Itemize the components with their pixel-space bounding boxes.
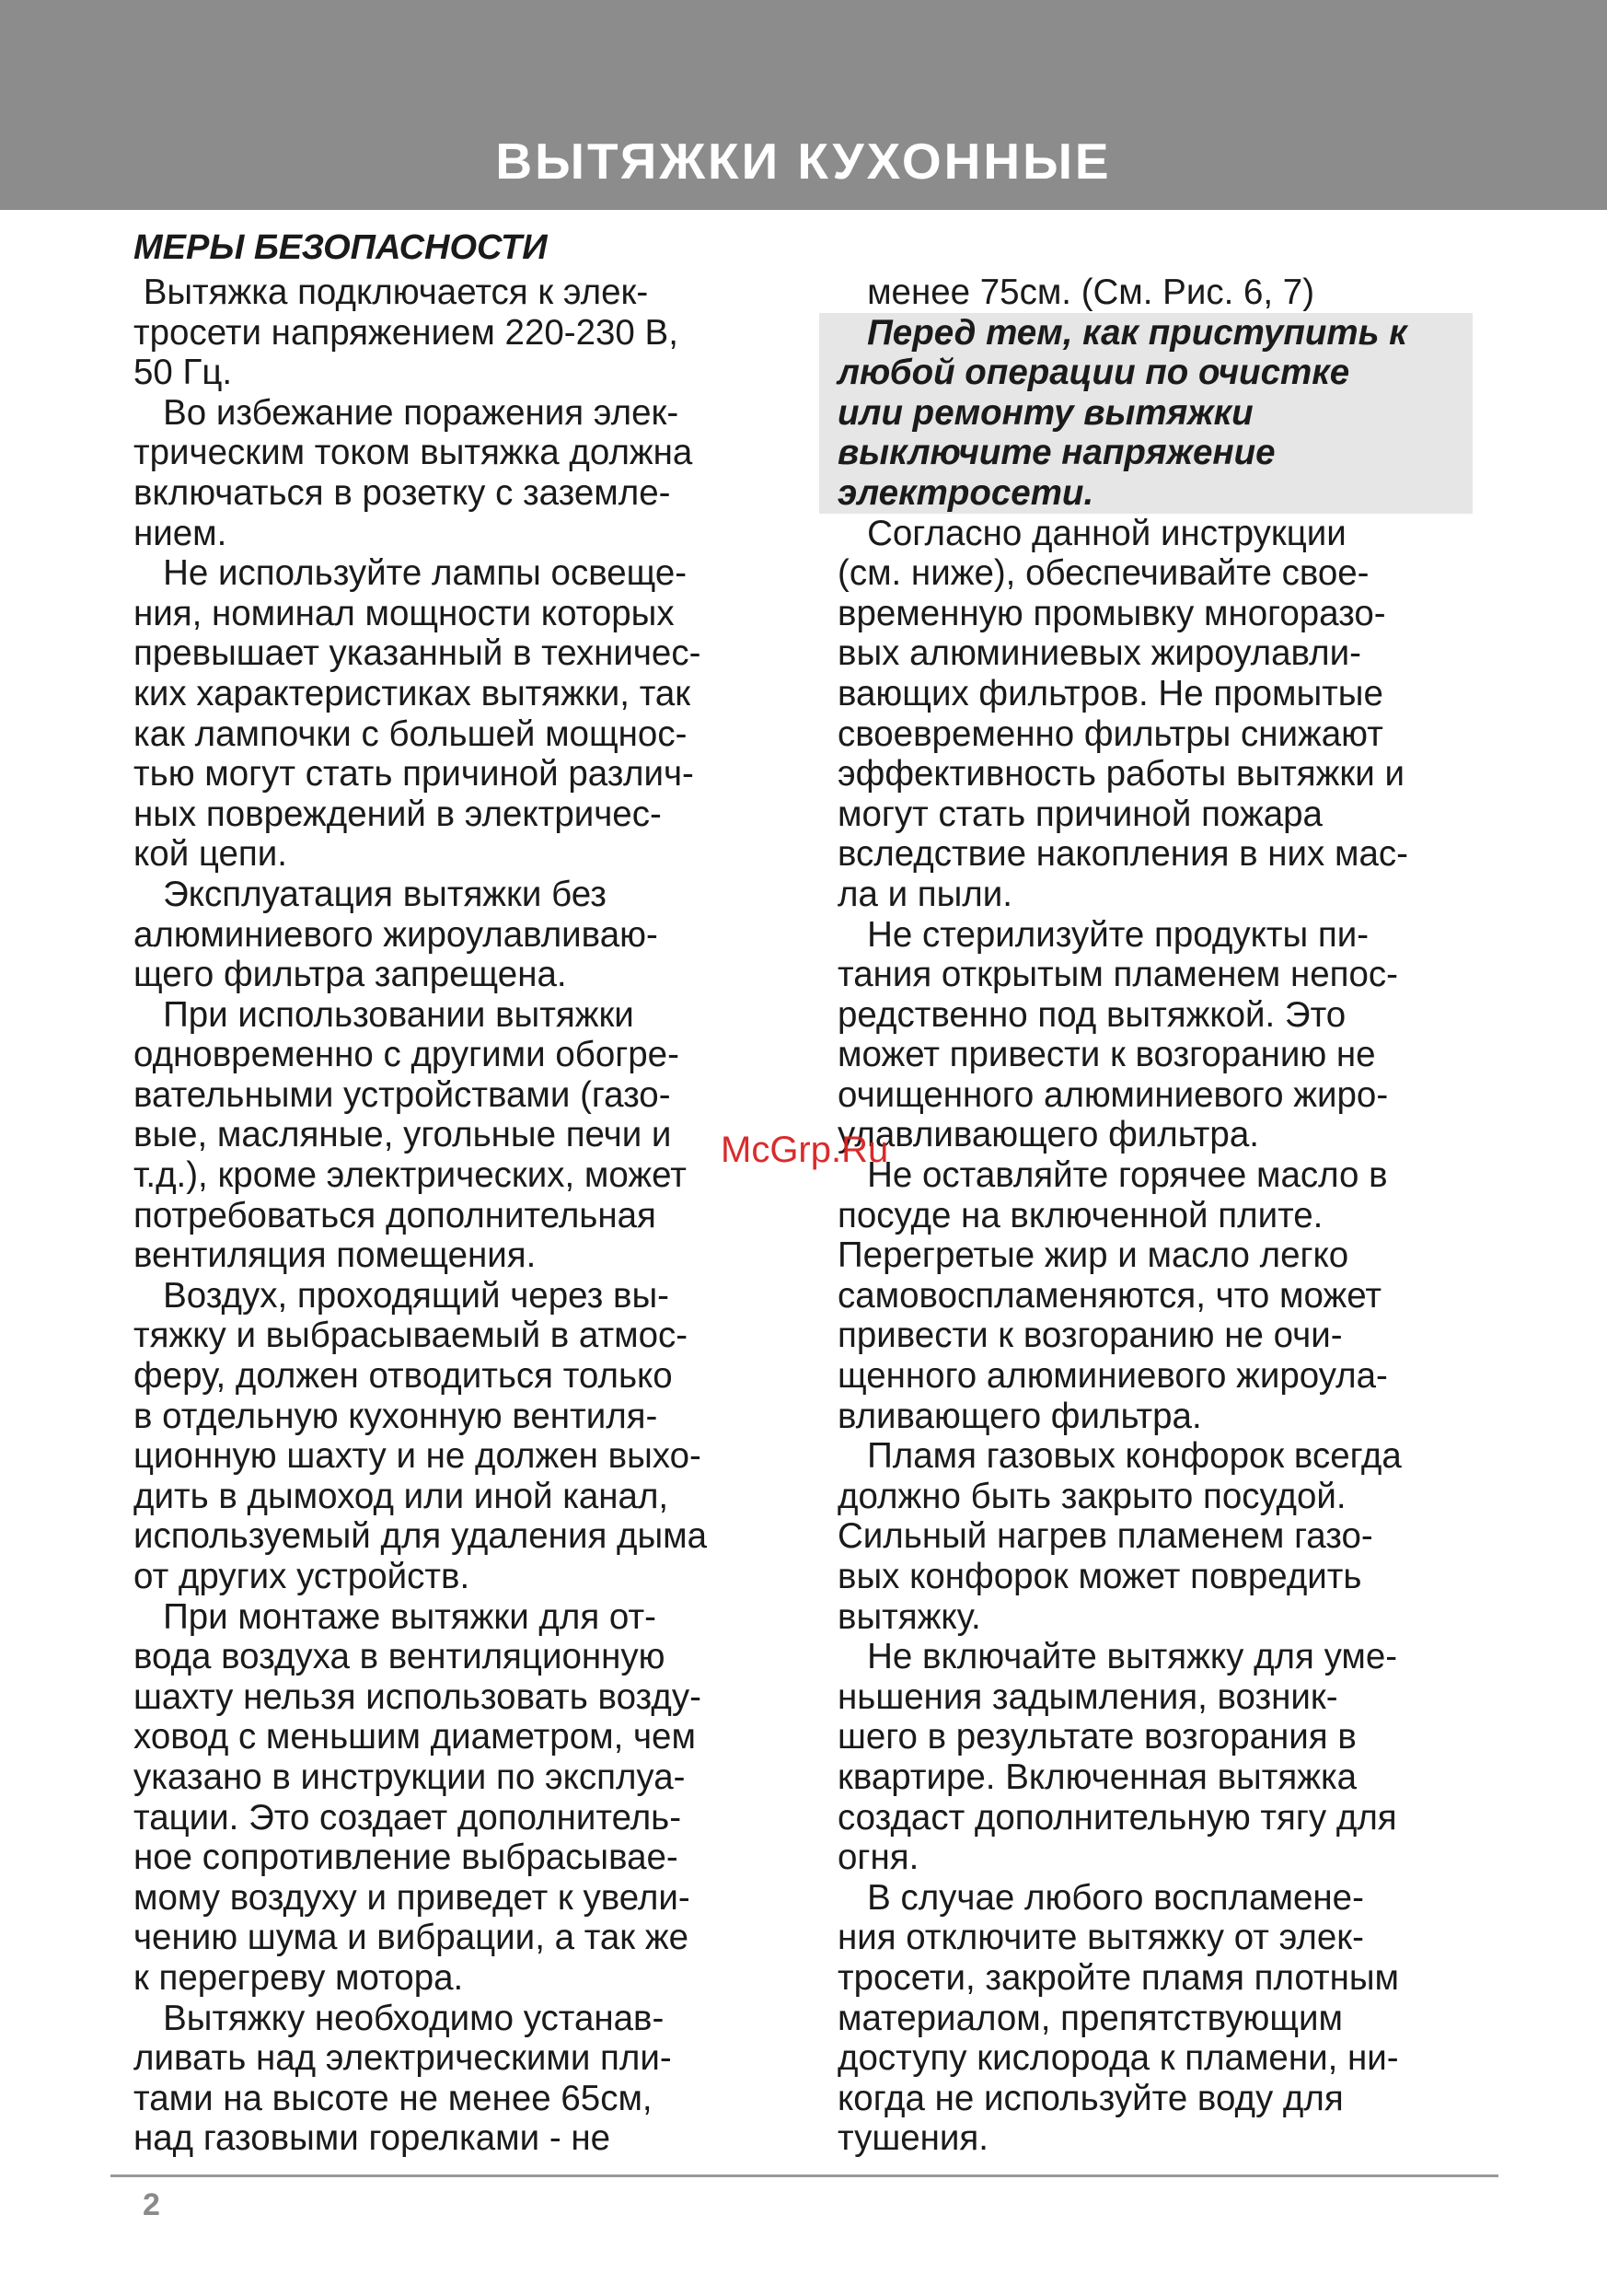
text-line: улавливающего фильтра.	[838, 1115, 1259, 1155]
text-line: ния, номинал мощности которых	[133, 593, 675, 633]
text-line: Перегретые жир и масло легко	[838, 1235, 1349, 1276]
text-line: когда не используйте воду для	[838, 2078, 1344, 2118]
text-line: Согласно данной инструкции	[838, 513, 1347, 553]
text-line: Не включайте вытяжку для уме-	[838, 1637, 1398, 1677]
text-line: одновременно с другими обогре-	[133, 1035, 679, 1075]
page-title: ВЫТЯЖКИ КУХОННЫЕ	[495, 133, 1112, 190]
text-line: создаст дополнительную тягу для	[838, 1797, 1397, 1838]
text-line: вливающего фильтра.	[838, 1396, 1202, 1436]
text-line: могут стать причиной пожара	[838, 794, 1323, 834]
text-line: Во избежание поражения элек-	[133, 392, 679, 433]
text-line: указано в инструкции по эксплуа-	[133, 1757, 686, 1797]
text-line: самовоспламеняются, что может	[838, 1275, 1382, 1316]
text-line: ховод с меньшим диаметром, чем	[133, 1717, 696, 1757]
text-line: (см. ниже), обеспечивайте свое-	[838, 553, 1370, 594]
text-line: электросети.	[838, 472, 1094, 513]
text-line: шего в результате возгорания в	[838, 1717, 1357, 1757]
text-line: привести к возгоранию не очи-	[838, 1316, 1343, 1356]
text-line: Не используйте лампы освеще-	[133, 553, 688, 594]
text-line: Не оставляйте горячее масло в	[838, 1155, 1388, 1196]
text-line: Вытяжку необходимо устанав-	[133, 1998, 665, 2038]
text-line: вследствие накопления в них мас-	[838, 834, 1408, 875]
text-line: включаться в розетку с заземле-	[133, 472, 671, 513]
text-line: алюминиевого жироулавливаю-	[133, 914, 658, 955]
text-line: превышает указанный в техничес-	[133, 633, 701, 674]
text-line: Пламя газовых конфорок всегда	[838, 1436, 1402, 1477]
text-line: посуде на включенной плите.	[838, 1195, 1324, 1235]
text-line: Сильный нагрев пламенем газо-	[838, 1516, 1373, 1557]
text-line: доступу кислорода к пламени, ни-	[838, 2038, 1399, 2079]
text-line: мому воздуху и приведет к увели-	[133, 1877, 690, 1918]
right-column-top	[838, 273, 1473, 313]
text-line: Эксплуатация вытяжки без	[133, 874, 607, 914]
text-line: феру, должен отводиться только	[133, 1356, 673, 1397]
text-line: тяжку и выбрасываемый в атмос-	[133, 1316, 688, 1356]
text-line: тью могут стать причиной различ-	[133, 754, 694, 794]
text-line: дить в дымоход или иной канал,	[133, 1476, 669, 1516]
right-column-body	[838, 514, 1473, 2159]
text-line: может привести к возгоранию не	[838, 1035, 1376, 1075]
text-line: тами на высоте не менее 65см,	[133, 2078, 653, 2118]
text-line: должно быть закрыто посудой.	[838, 1476, 1347, 1516]
text-line: Вытяжка подключается к элек-	[133, 273, 649, 312]
text-line: кой цепи.	[133, 834, 287, 875]
text-line: При использовании вытяжки	[133, 994, 634, 1035]
text-line: ливать над электрическими пли-	[133, 2038, 672, 2079]
footer-rule	[110, 2174, 1498, 2177]
text-line: вые, масляные, угольные печи и	[133, 1115, 672, 1155]
text-line: Не стерилизуйте продукты пи-	[838, 914, 1370, 955]
watermark: McGrp.Ru	[721, 1130, 889, 1170]
text-line: т.д.), кроме электрических, может	[133, 1155, 687, 1196]
text-line: При монтаже вытяжки для от-	[133, 1596, 656, 1637]
text-line: в отдельную кухонную вентиля-	[133, 1396, 658, 1436]
page-number: 2	[143, 2187, 160, 2222]
text-line: вых алюминиевых жироулавли-	[838, 633, 1361, 674]
text-line: эффективность работы вытяжки и	[838, 754, 1405, 794]
text-line: ньшения задымления, возник-	[838, 1676, 1338, 1717]
text-line: вытяжку.	[838, 1596, 981, 1637]
text-line: вых конфорок может повредить	[838, 1557, 1362, 1596]
text-line: тросети, закройте пламя плотным	[838, 1957, 1400, 1998]
text-line: Перед тем, как приступить к	[838, 312, 1407, 353]
text-line: любой операции по очистке	[838, 353, 1350, 393]
left-column	[133, 273, 759, 2159]
text-line: выключите напряжение	[838, 433, 1276, 473]
text-line: над газовыми горелками - не	[133, 2118, 611, 2159]
text-line: квартире. Включенная вытяжка	[838, 1757, 1358, 1797]
text-line: тания открытым пламенем непос-	[838, 955, 1398, 995]
text-line: ционную шахту и не должен выхо-	[133, 1436, 701, 1477]
text-line: вающих фильтров. Не промытые	[838, 673, 1383, 713]
text-line: очищенного алюминиевого жиро-	[838, 1074, 1389, 1115]
text-line: материалом, препятствующим	[838, 1998, 1343, 2038]
text-line: тушения.	[838, 2118, 988, 2159]
text-line: щего фильтра запрещена.	[133, 955, 567, 995]
text-line: чению шума и вибрации, а так же	[133, 1918, 689, 1958]
warning-box	[819, 313, 1473, 514]
text-line: своевременно фильтры снижают	[838, 713, 1383, 754]
text-line: шахту нельзя использовать возду-	[133, 1676, 701, 1717]
text-line: потребоваться дополнительная	[133, 1195, 656, 1235]
text-line: 50 Гц.	[133, 353, 233, 393]
text-line: нием.	[133, 513, 227, 553]
text-line: ния отключите вытяжку от элек-	[838, 1918, 1364, 1958]
text-line: ла и пыли.	[838, 874, 1012, 914]
text-line: тации. Это создает дополнитель-	[133, 1797, 682, 1838]
text-line: от других устройств.	[133, 1557, 470, 1596]
text-line: ких характеристиках вытяжки, так	[133, 673, 691, 713]
text-line: ных повреждений в электричес-	[133, 794, 662, 834]
text-line: временную промывку многоразо-	[838, 593, 1386, 633]
text-line: ное сопротивление выбрасывае-	[133, 1838, 678, 1878]
section-heading: МЕРЫ БЕЗОПАСНОСТИ	[133, 228, 548, 267]
text-line: трическим током вытяжка должна	[133, 433, 693, 473]
text-line: или ремонту вытяжки	[838, 392, 1254, 433]
text-line: вода воздуха в вентиляционную	[133, 1637, 665, 1677]
text-line: вентиляция помещения.	[133, 1235, 537, 1276]
text-line: тросети напряжением 220-230 В,	[133, 312, 678, 353]
text-line: менее 75см. (См. Рис. 6, 7)	[838, 273, 1315, 312]
text-line: редственно под вытяжкой. Это	[838, 994, 1347, 1035]
text-line: огня.	[838, 1838, 919, 1878]
text-line: щенного алюминиевого жироула-	[838, 1356, 1388, 1397]
text-line: как лампочки с большей мощнос-	[133, 713, 688, 754]
text-line: В случае любого воспламене-	[838, 1877, 1364, 1918]
right-column	[838, 273, 1473, 2159]
text-line: вательными устройствами (газо-	[133, 1074, 671, 1115]
text-line: используемый для удаления дыма	[133, 1516, 708, 1557]
text-line: Воздух, проходящий через вы-	[133, 1275, 669, 1316]
text-line: к перегреву мотора.	[133, 1957, 464, 1998]
